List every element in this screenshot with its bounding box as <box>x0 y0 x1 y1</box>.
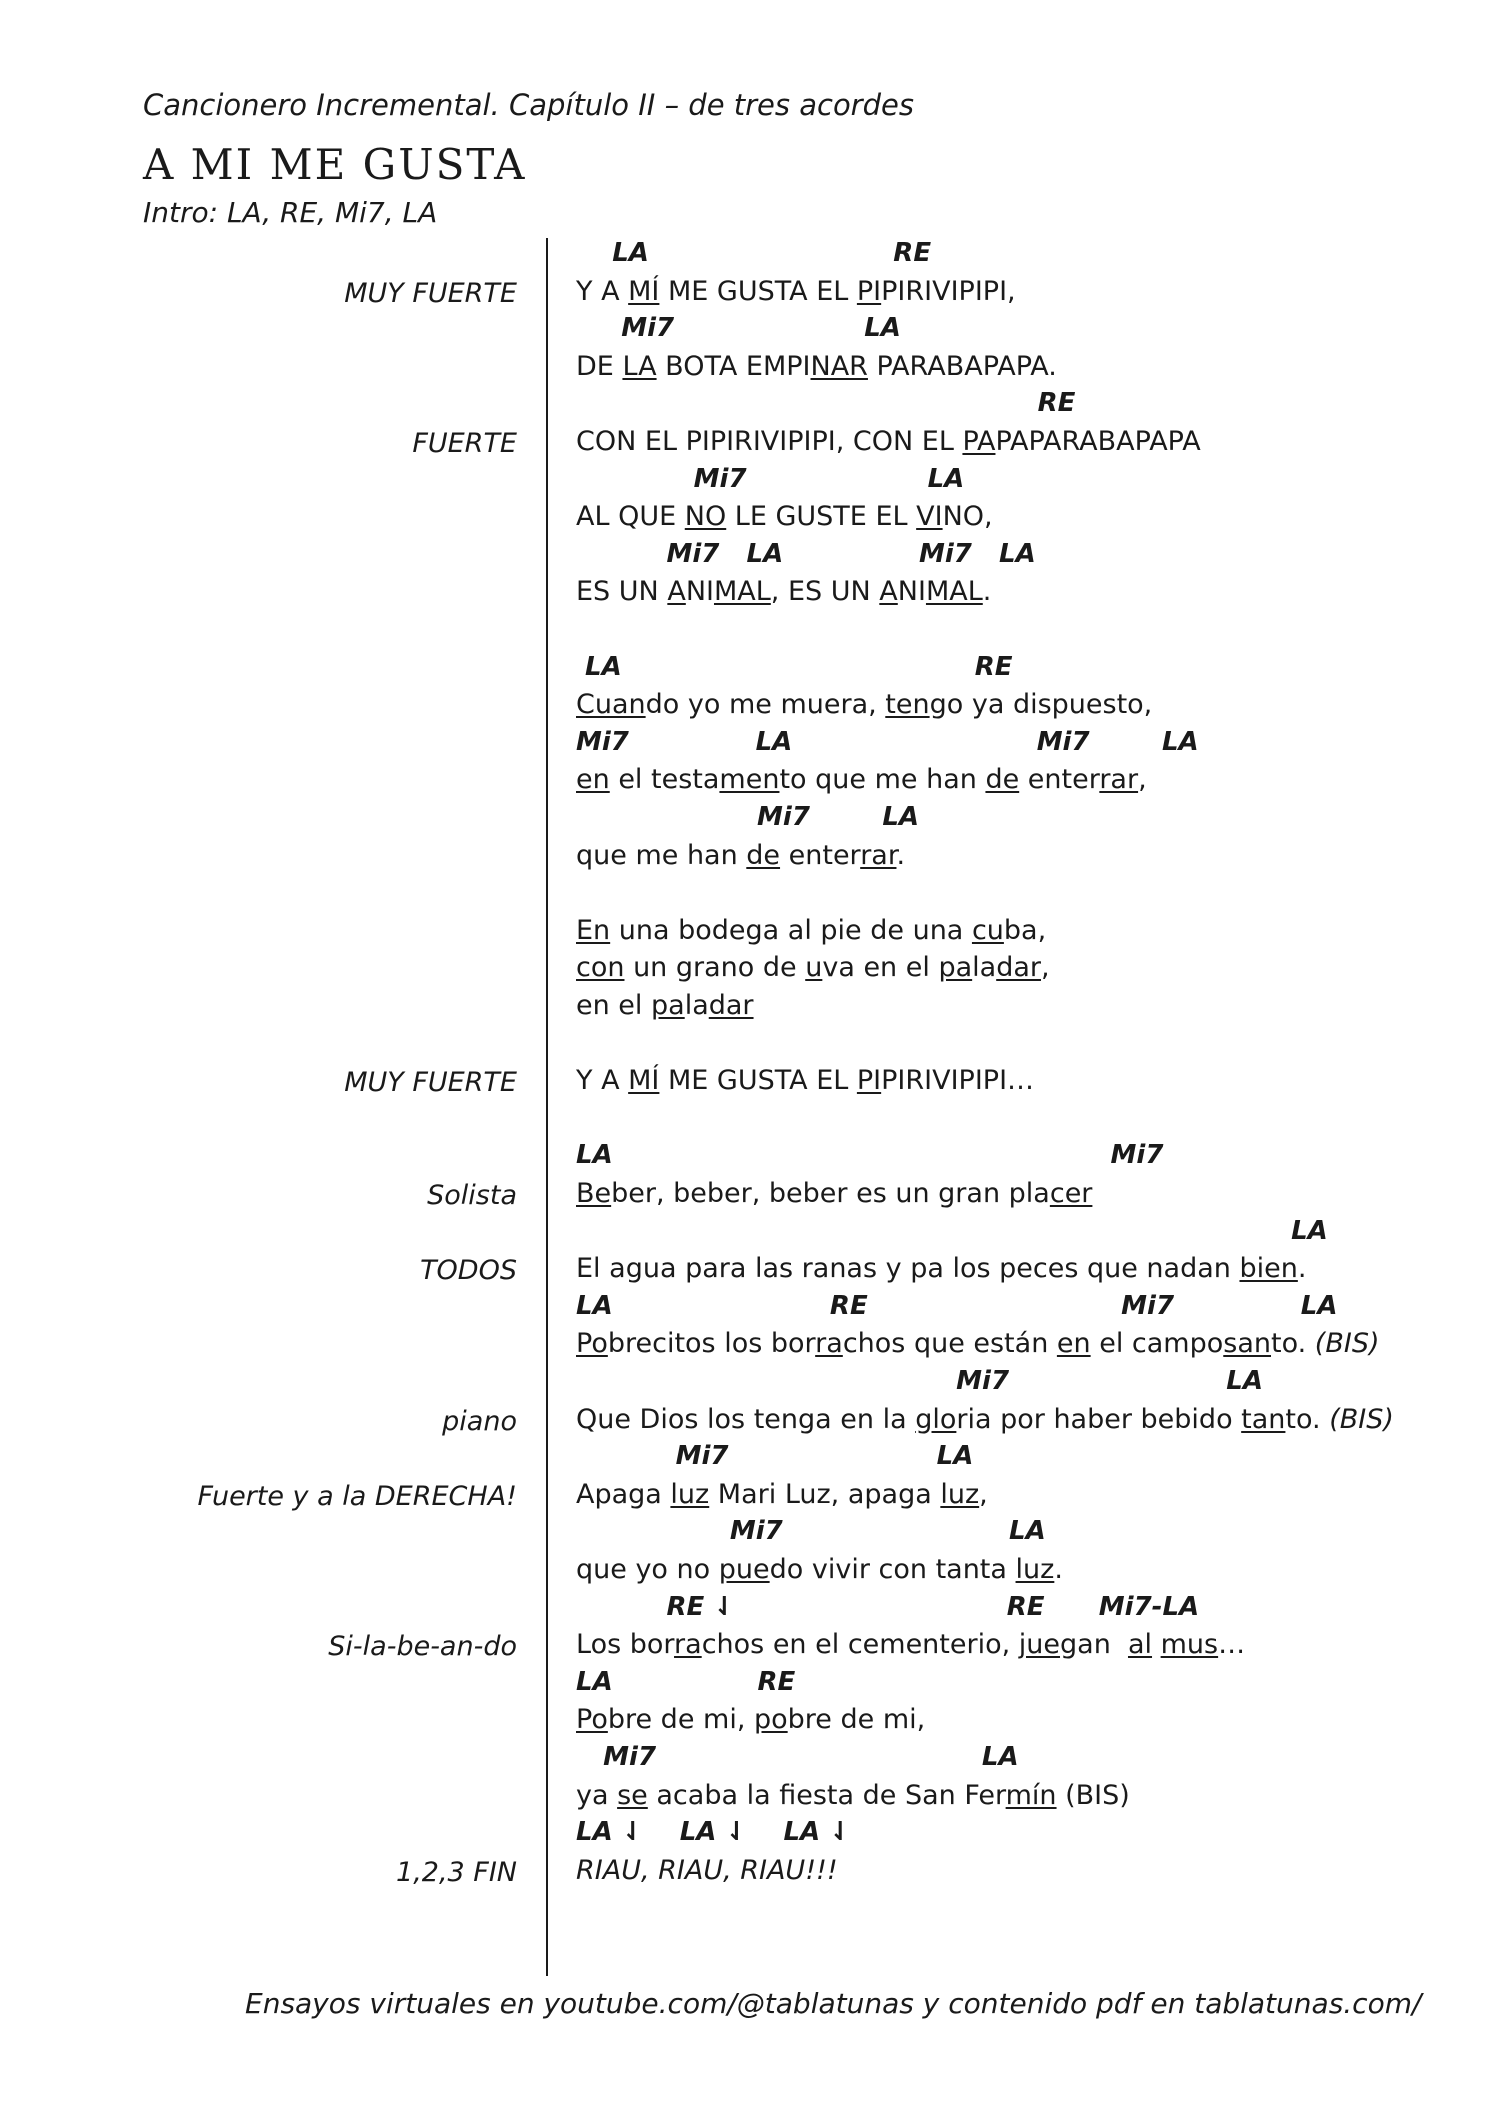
intro-chords: Intro: LA, RE, Mi7, LA <box>143 196 438 229</box>
lyric-line: en el paladar <box>576 990 754 1021</box>
chord-line: LA RE <box>576 651 1013 682</box>
lyric-line: que me han de enterrar. <box>576 839 906 871</box>
header <box>143 88 914 229</box>
chord-line: Mi7 LA <box>576 1441 974 1472</box>
chord-line: RE ⇃ RE Mi7-LA <box>576 1591 1200 1622</box>
lyric-line: Pobre de mi, pobre de mi, <box>576 1704 926 1736</box>
lyric-line: Apaga luz Mari Luz, apaga luz, <box>576 1478 988 1510</box>
lyric-line: Que Dios los tenga en la gloria por haber bebido tanto. (BIS) <box>576 1403 1394 1435</box>
performance-note: TODOS <box>420 1255 517 1287</box>
lyric-line: en el testamento que me han de enterrar, <box>576 764 1147 796</box>
chord-line: LA RE <box>576 238 932 268</box>
lyric-line: ES UN ANIMAL, ES UN ANIMAL. <box>576 576 992 608</box>
lyric-line: RIAU, RIAU, RIAU!!! <box>576 1854 838 1886</box>
lyric-line: El agua para las ranas y pa los peces que nadan bien. <box>576 1253 1307 1285</box>
chord-line: LA RE <box>576 1666 796 1697</box>
chord-line: Mi7 LA <box>576 1742 1019 1772</box>
performance-note: Solista <box>427 1180 517 1211</box>
chord-line: Mi7 LA <box>576 463 965 494</box>
performance-note: 1,2,3 FIN <box>396 1856 517 1888</box>
lyric-line: que yo no puedo vivir con tanta luz. <box>576 1554 1063 1585</box>
lyric-line: CON EL PIPIRIVIPIPI, CON EL PAPAPARABAPAPA <box>576 426 1201 457</box>
chord-line: Mi7 LA <box>576 802 920 832</box>
lyric-line: Pobrecitos los borrachos que están en el camposanto. (BIS) <box>576 1328 1380 1360</box>
lyric-line: Y A MÍ ME GUSTA EL PIPIRIVIPIPI, <box>576 275 1016 307</box>
performance-note: piano <box>442 1405 517 1437</box>
lyric-line: Beber, beber, beber es un gran placer <box>576 1178 1093 1209</box>
lyric-line: Y A MÍ ME GUSTA EL PIPIRIVIPIPI… <box>576 1065 1035 1097</box>
lyric-line: Los borrachos en el cementerio, juegan al mus… <box>576 1629 1246 1661</box>
book-subtitle: Cancionero Incremental. Capítulo II – de tres acordes <box>143 88 914 122</box>
chord-line: Mi7 LA <box>576 1516 1046 1547</box>
lyric-line: DE LA BOTA EMPINAR PARABAPAPA. <box>576 350 1057 382</box>
chord-line: Mi7 LA Mi7 LA <box>576 538 1036 569</box>
chord-line: LA Mi7 <box>576 1140 1164 1171</box>
song-title: A MI ME GUSTA <box>143 140 527 189</box>
performance-note: Si-la-be-an-do <box>328 1631 517 1663</box>
divider-line <box>546 238 548 1976</box>
chord-line: Mi7 LA <box>576 1366 1263 1396</box>
chord-line: Mi7 LA <box>576 313 901 344</box>
chord-line: LA RE Mi7 LA <box>576 1290 1338 1321</box>
performance-note: Fuerte y a la DERECHA! <box>197 1480 517 1512</box>
chord-line: Mi7 LA Mi7 LA <box>576 726 1199 757</box>
performance-note: MUY FUERTE <box>344 1067 517 1099</box>
chord-line: RE <box>576 388 1076 419</box>
lyric-line: ya se acaba la fiesta de San Fermín (BIS) <box>576 1779 1130 1811</box>
chord-line: LA <box>576 1215 1328 1246</box>
lyric-line: con un grano de uva en el paladar, <box>576 952 1050 984</box>
lyric-line: Cuando yo me muera, tengo ya dispuesto, <box>576 689 1153 721</box>
performance-note: MUY FUERTE <box>344 277 517 309</box>
lyric-line: AL QUE NO LE GUSTE EL VINO, <box>576 501 993 533</box>
lyric-line: En una bodega al pie de una cuba, <box>576 914 1047 946</box>
footer: Ensayos virtuales en youtube.com/@tablatunas y contenido pdf en tablatunas.com/ <box>245 1987 1422 2020</box>
chord-line: LA ⇃ LA ⇃ LA ⇃ <box>576 1817 851 1848</box>
performance-note: FUERTE <box>412 428 517 459</box>
